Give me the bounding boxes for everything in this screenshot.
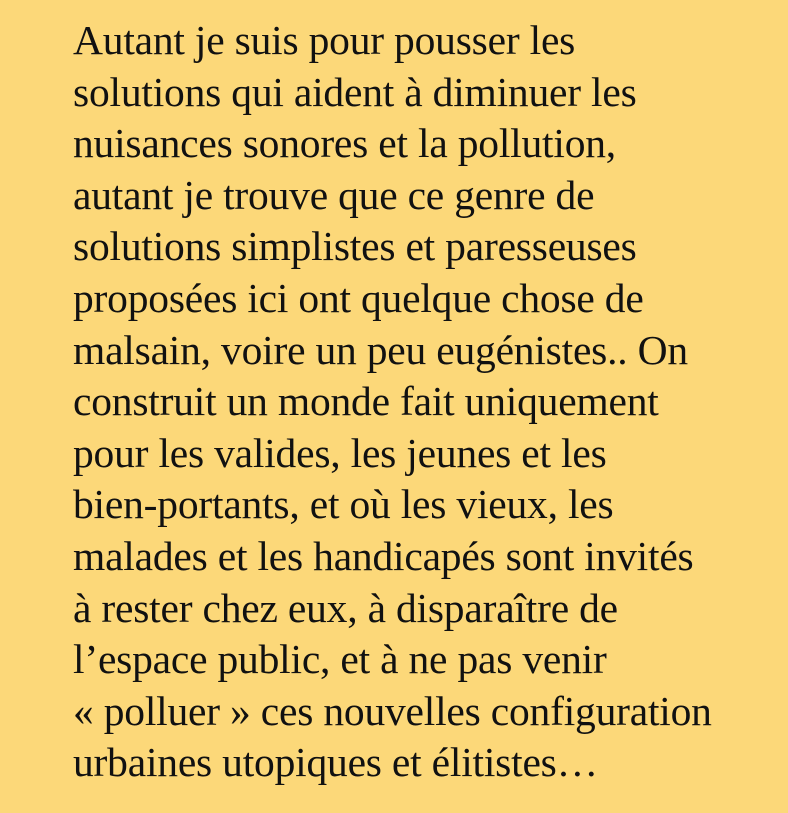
paragraph-line: Autant je suis pour pousser les xyxy=(73,17,576,63)
paragraph-line: nuisances sonores et la pollution, xyxy=(73,120,616,167)
paragraph-line: construit un monde fait uniquement xyxy=(73,378,659,425)
paragraph-line: à rester chez eux, à disparaître de xyxy=(73,584,618,631)
paragraph-line: autant je trouve que ce genre de xyxy=(73,171,595,218)
paragraph-line: urbaines utopiques et élitistes… xyxy=(73,739,598,786)
paragraph-line: proposées ici ont quelque chose de xyxy=(73,274,644,321)
paragraph-line: pour les valides, les jeunes et les xyxy=(73,429,607,476)
paragraph-line: « polluer » ces nouvelles configuration xyxy=(73,687,712,734)
paragraph-line: bien-portants, et où les vieux, les xyxy=(73,481,614,528)
paragraph-line: malsain, voire un peu eugénistes.. On xyxy=(73,326,688,373)
paragraph-line: malades et les handicapés sont invités xyxy=(73,532,694,579)
paragraph-line: l’espace public, et à ne pas venir xyxy=(73,636,607,683)
paragraph-line: solutions simplistes et paresseuses xyxy=(73,223,637,270)
paragraph-line: solutions qui aident à diminuer les xyxy=(73,68,637,115)
quote-paragraph xyxy=(73,15,773,789)
